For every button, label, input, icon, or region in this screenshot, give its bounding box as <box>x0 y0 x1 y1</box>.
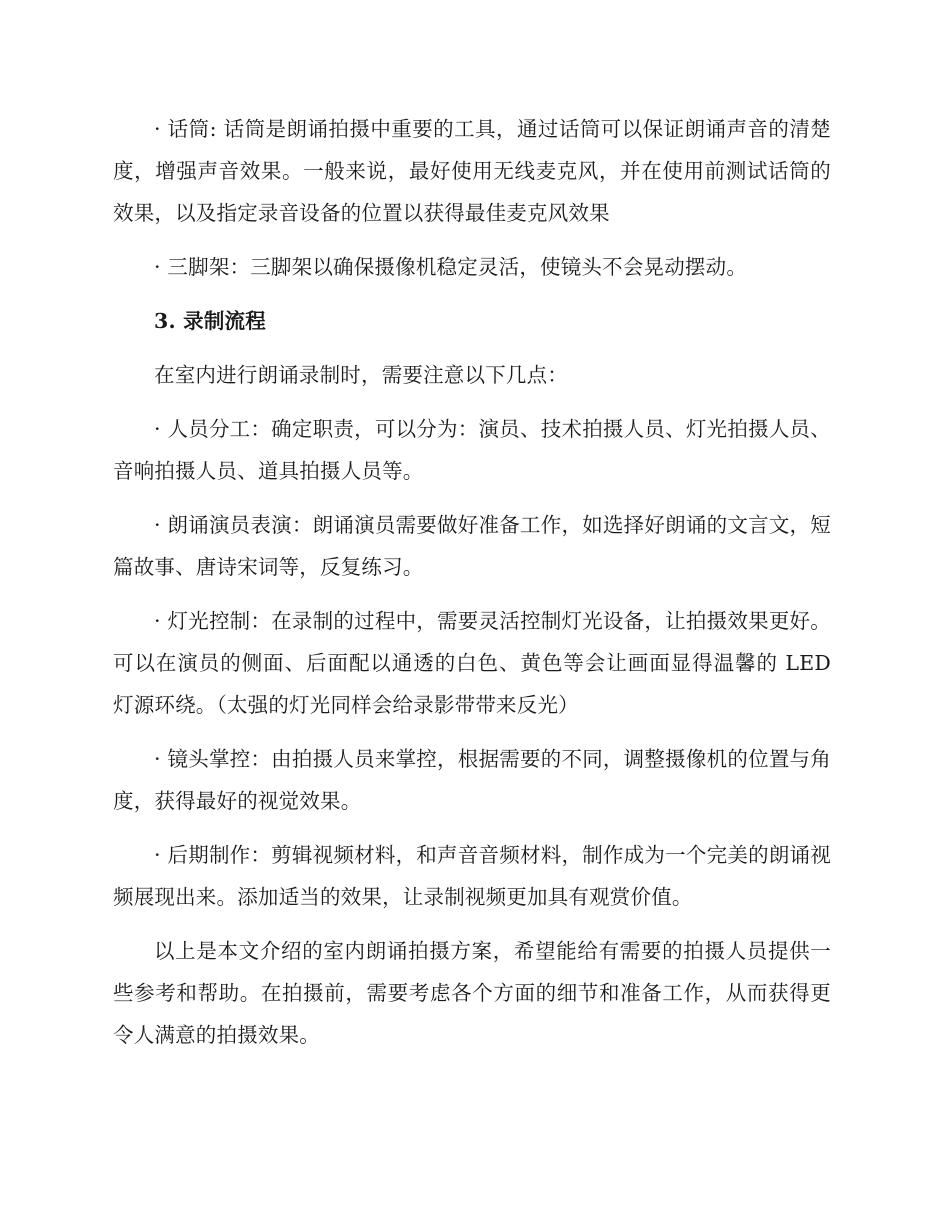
paragraph-tripod: · 三脚架：三脚架以确保摄像机稳定灵活，使镜头不会晃动摆动。 <box>154 255 748 279</box>
paragraph-lighting: · 灯光控制：在录制的过程中，需要灵活控制灯光设备，让拍摄效果更好。可以在演员的侧面、后面配以通透的白色、黄色等会让画面显得温馨的 LED 灯源环绕。（太强的灯光同样会给录影带带来反光） <box>113 609 831 717</box>
paragraph-microphone: · 话筒: 话筒是朗诵拍摄中重要的工具，通过话筒可以保证朗诵声音的清楚度，增强声音效果。一般来说，最好使用无线麦克风，并在使用前测试话筒的效果，以及指定录音设备的位置以获得最佳麦克风效果 <box>113 117 831 225</box>
paragraph-intro: 在室内进行朗诵录制时，需要注意以下几点： <box>154 363 568 387</box>
document-body <box>113 108 831 1068</box>
paragraph-camera: · 镜头掌控：由拍摄人员来掌控，根据需要的不同，调整摄像机的位置与角度，获得最好的视觉效果。 <box>113 747 831 813</box>
paragraph-post-production: · 后期制作：剪辑视频材料，和声音音频材料，制作成为一个完美的朗诵视频展现出来。添加适当的效果，让录制视频更加具有观赏价值。 <box>113 843 831 909</box>
paragraph-staffing: · 人员分工：确定职责，可以分为：演员、技术拍摄人员、灯光拍摄人员、音响拍摄人员、道具拍摄人员等。 <box>113 417 831 483</box>
paragraph-conclusion: 以上是本文介绍的室内朗诵拍摄方案，希望能给有需要的拍摄人员提供一些参考和帮助。在拍摄前，需要考虑各个方面的细节和准备工作，从而获得更令人满意的拍摄效果。 <box>113 939 831 1047</box>
section-heading: 3. 录制流程 <box>154 309 266 333</box>
paragraph-performer: · 朗诵演员表演：朗诵演员需要做好准备工作，如选择好朗诵的文言文，短篇故事、唐诗宋词等，反复练习。 <box>113 513 831 579</box>
